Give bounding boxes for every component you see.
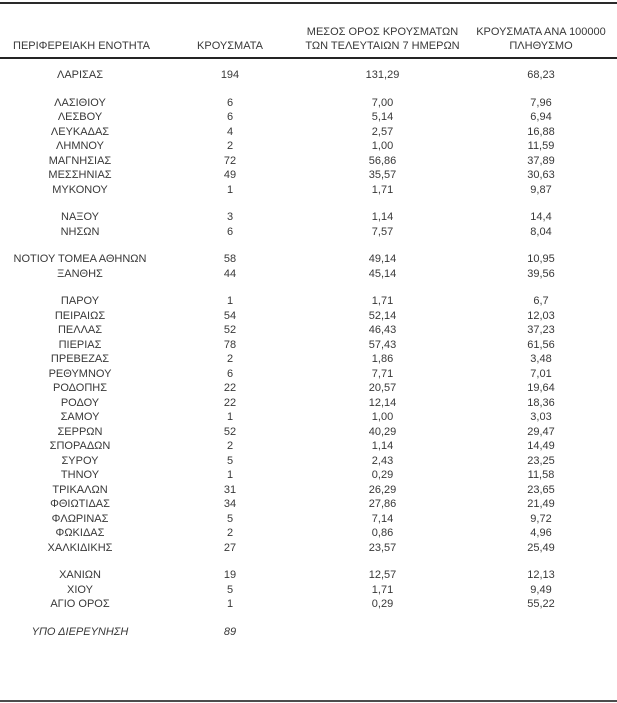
cell-per100k: 68,23 <box>527 69 555 81</box>
table-row <box>0 541 617 556</box>
table-row <box>0 583 617 598</box>
table-row <box>0 68 617 83</box>
table-row <box>0 367 617 382</box>
cell-avg7: 0,29 <box>371 598 394 610</box>
cell-avg7: 56,86 <box>368 154 397 167</box>
cell-avg7: 7,71 <box>371 367 394 380</box>
cell-per100k: 14,49 <box>527 440 555 452</box>
cell-avg7: 7,00 <box>371 96 394 109</box>
table-row <box>0 252 617 267</box>
cell-region: ΠΕΙΡΑΙΩΣ <box>54 309 106 322</box>
cell-region: ΤΡΙΚΑΛΩΝ <box>52 483 108 496</box>
cell-per100k: 39,56 <box>527 267 555 280</box>
spacer-row <box>0 58 617 68</box>
table-row <box>0 352 617 367</box>
cell-per100k: 3,03 <box>530 411 552 423</box>
cell-avg7: 1,14 <box>371 211 394 223</box>
cell-region: ΣΕΡΡΩΝ <box>57 425 103 438</box>
cell-region: ΝΗΣΩΝ <box>60 225 100 238</box>
cell-per100k: 23,65 <box>527 483 555 496</box>
cell-cases: 1 <box>226 598 234 610</box>
table-row <box>0 468 617 483</box>
table-row <box>0 225 617 240</box>
table-row <box>0 210 617 225</box>
spacer-cell <box>0 58 617 68</box>
header-per100k-line1: ΚΡΟΥΣΜΑΤΑ ΑΝΑ 100000 <box>476 26 606 38</box>
header-per100k <box>465 4 617 58</box>
cell-region: ΞΑΝΘΗΣ <box>57 267 103 280</box>
cell-cases: 2 <box>226 140 234 152</box>
cell-per100k <box>465 625 617 640</box>
cell-cases: 49 <box>223 169 237 181</box>
cell-cases: 22 <box>223 382 237 394</box>
cell-avg7: 0,29 <box>371 469 394 481</box>
cell-per100k: 6,94 <box>530 111 552 123</box>
cell-region: ΛΕΥΚΑΔΑΣ <box>50 125 110 138</box>
spacer-cell <box>0 281 617 294</box>
cell-per100k: 11,59 <box>527 140 555 152</box>
cell-cases: 89 <box>223 625 237 638</box>
spacer-cell <box>0 197 617 210</box>
cell-cases: 54 <box>223 309 237 322</box>
table-row <box>0 410 617 425</box>
cell-per100k: 7,01 <box>530 367 552 380</box>
cell-avg7: 12,57 <box>368 569 397 581</box>
table-row <box>0 338 617 353</box>
cell-cases: 5 <box>226 454 234 467</box>
cell-per100k: 30,63 <box>527 169 555 181</box>
table-row <box>0 294 617 309</box>
cell-per100k: 14,4 <box>530 211 552 223</box>
cell-avg7: 23,57 <box>368 541 397 554</box>
table-row <box>0 267 617 282</box>
cell-region: ΣΥΡΟΥ <box>61 454 99 467</box>
table-row <box>0 110 617 125</box>
spacer-row <box>0 197 617 210</box>
cell-region: ΤΗΝΟΥ <box>60 469 100 481</box>
header-region-label: ΠΕΡΙΦΕΡΕΙΑΚΗ ΕΝΟΤΗΤΑ <box>13 39 150 52</box>
cell-cases: 1 <box>226 183 234 196</box>
cell-region: ΜΕΣΣΗΝΙΑΣ <box>48 169 112 181</box>
cell-region: ΛΕΣΒΟΥ <box>57 111 103 123</box>
table-row <box>0 183 617 198</box>
cell-cases: 6 <box>226 96 234 109</box>
header-region <box>0 4 160 58</box>
table-row <box>0 323 617 338</box>
spacer-row <box>0 281 617 294</box>
header-cases-label: ΚΡΟΥΣΜΑΤΑ <box>197 39 263 52</box>
cell-region: ΧΑΝΙΩΝ <box>59 569 101 581</box>
cell-region: ΝΟΤΙΟΥ ΤΟΜΕΑ ΑΘΗΝΩΝ <box>13 253 147 265</box>
cell-avg7: 27,86 <box>368 498 397 510</box>
cell-per100k: 16,88 <box>527 125 555 138</box>
spacer-cell <box>0 612 617 625</box>
table-row <box>0 381 617 396</box>
cell-cases: 5 <box>226 583 234 596</box>
cell-avg7: 45,14 <box>368 267 397 280</box>
table-row <box>0 625 617 640</box>
table-row <box>0 425 617 440</box>
table-row <box>0 439 617 454</box>
cell-cases: 3 <box>226 211 234 223</box>
cell-avg7: 131,29 <box>365 69 400 81</box>
cell-avg7: 1,00 <box>371 140 394 152</box>
cell-cases: 22 <box>223 396 237 409</box>
cell-cases: 1 <box>226 469 234 481</box>
cell-per100k: 29,47 <box>527 425 555 438</box>
cell-region: ΠΙΕΡΙΑΣ <box>58 338 102 351</box>
cell-avg7 <box>300 625 465 640</box>
cell-cases: 194 <box>220 69 240 81</box>
cell-per100k: 11,58 <box>527 469 555 481</box>
cell-avg7: 0,86 <box>371 527 394 539</box>
table-row <box>0 309 617 324</box>
cell-cases: 1 <box>226 411 234 423</box>
cell-per100k: 9,49 <box>530 583 552 596</box>
cell-avg7: 1,71 <box>371 295 394 307</box>
header-avg7-line1: ΜΕΣΟΣ ΟΡΟΣ ΚΡΟΥΣΜΑΤΩΝ <box>306 26 459 38</box>
table-row <box>0 512 617 527</box>
cell-cases: 44 <box>223 267 237 280</box>
cell-per100k: 21,49 <box>527 498 555 510</box>
spacer-cell <box>0 239 617 252</box>
cell-per100k: 12,13 <box>527 569 555 581</box>
cell-per100k: 4,96 <box>530 527 552 539</box>
table-row <box>0 96 617 111</box>
table-row <box>0 139 617 154</box>
cell-avg7: 2,57 <box>371 125 394 138</box>
cell-avg7: 49,14 <box>368 253 397 265</box>
header-per100k-line2: ΠΛΗΘΥΣΜΟ <box>509 39 573 52</box>
cell-cases: 6 <box>226 367 234 380</box>
cell-per100k: 61,56 <box>527 338 555 351</box>
cell-per100k: 12,03 <box>527 309 555 322</box>
spacer-row <box>0 612 617 625</box>
cell-avg7: 35,57 <box>368 169 397 181</box>
cell-avg7: 12,14 <box>368 396 397 409</box>
cell-avg7: 7,14 <box>371 512 394 525</box>
cell-per100k: 3,48 <box>530 353 552 365</box>
header-row <box>0 4 617 58</box>
cell-cases: 5 <box>226 512 234 525</box>
cell-region: ΜΑΓΝΗΣΙΑΣ <box>48 154 112 167</box>
cell-avg7: 52,14 <box>368 309 397 322</box>
table-row <box>0 483 617 498</box>
cell-cases: 31 <box>223 483 237 496</box>
cell-per100k: 25,49 <box>527 541 555 554</box>
table-row <box>0 396 617 411</box>
cell-per100k: 37,23 <box>527 324 555 336</box>
cases-table-header <box>0 4 617 58</box>
cell-region: ΦΘΙΩΤΙΔΑΣ <box>50 498 110 510</box>
cell-cases: 6 <box>226 225 234 238</box>
header-cases <box>160 4 300 58</box>
table-row <box>0 125 617 140</box>
cell-region: ΦΩΚΙΔΑΣ <box>55 527 105 539</box>
bottom-rule <box>0 700 617 702</box>
cell-avg7: 26,29 <box>368 483 397 496</box>
cell-region: ΑΓΙΟ ΟΡΟΣ <box>50 598 110 610</box>
cell-cases: 78 <box>223 338 237 351</box>
cell-per100k: 7,96 <box>530 96 552 109</box>
cell-cases: 1 <box>226 295 234 307</box>
cell-region: ΝΑΞΟΥ <box>61 211 99 223</box>
cell-avg7: 5,14 <box>371 111 394 123</box>
spacer-row <box>0 83 617 96</box>
header-avg7 <box>300 4 465 58</box>
cell-region: ΠΑΡΟΥ <box>60 295 100 307</box>
cell-cases: 27 <box>223 541 237 554</box>
cell-cases: 6 <box>226 111 234 123</box>
cell-per100k: 18,36 <box>527 396 555 409</box>
cell-cases: 58 <box>223 253 237 265</box>
cell-avg7: 1,86 <box>371 353 394 365</box>
cell-avg7: 7,57 <box>371 225 394 238</box>
table-row <box>0 454 617 469</box>
cell-per100k: 6,7 <box>533 295 549 307</box>
header-avg7-line2: ΤΩΝ ΤΕΛΕΥΤΑΙΩΝ 7 ΗΜΕΡΩΝ <box>305 39 460 52</box>
spacer-cell <box>0 555 617 568</box>
cell-region: ΣΑΜΟΥ <box>60 411 100 423</box>
table-row <box>0 568 617 583</box>
cell-avg7: 1,14 <box>371 440 394 452</box>
cell-per100k: 9,72 <box>530 512 552 525</box>
cell-cases: 2 <box>226 527 234 539</box>
cell-cases: 52 <box>223 324 237 336</box>
cases-table <box>0 4 617 639</box>
spacer-row <box>0 555 617 568</box>
cell-per100k: 9,87 <box>530 183 552 196</box>
cell-cases: 34 <box>223 498 237 510</box>
cell-region: ΜΥΚΟΝΟΥ <box>52 183 108 196</box>
table-row <box>0 154 617 169</box>
cell-region: ΛΑΣΙΘΙΟΥ <box>54 96 106 109</box>
table-row <box>0 526 617 541</box>
table-row <box>0 168 617 183</box>
cases-table-body <box>0 58 617 639</box>
cell-region: ΛΗΜΝΟΥ <box>56 140 104 152</box>
cell-per100k: 37,89 <box>527 154 555 167</box>
cell-avg7: 1,00 <box>371 411 394 423</box>
cell-cases: 2 <box>226 353 234 365</box>
cell-per100k: 8,04 <box>530 225 552 238</box>
cell-cases: 19 <box>223 569 237 581</box>
table-row <box>0 597 617 612</box>
cell-region: ΠΕΛΛΑΣ <box>57 324 103 336</box>
cell-region: ΡΟΔΟΠΗΣ <box>52 382 108 394</box>
cell-per100k: 55,22 <box>527 598 555 610</box>
cell-region: ΡΟΔΟΥ <box>60 396 100 409</box>
cell-cases: 2 <box>226 440 234 452</box>
cell-region: ΥΠΟ ΔΙΕΡΕΥΝΗΣΗ <box>31 625 129 638</box>
cell-cases: 72 <box>223 154 237 167</box>
cell-avg7: 46,43 <box>368 324 397 336</box>
cell-per100k: 10,95 <box>527 253 555 265</box>
cell-region: ΠΡΕΒΕΖΑΣ <box>50 353 110 365</box>
cell-region: ΦΛΩΡΙΝΑΣ <box>51 512 109 525</box>
cell-cases: 4 <box>226 125 234 138</box>
cell-avg7: 1,71 <box>371 583 394 596</box>
cell-per100k: 23,25 <box>527 454 555 467</box>
cell-region: ΧΑΛΚΙΔΙΚΗΣ <box>47 541 113 554</box>
cell-avg7: 20,57 <box>368 382 397 394</box>
cell-region: ΡΕΘΥΜΝΟΥ <box>48 367 112 380</box>
cell-region: ΧΙΟΥ <box>67 583 93 596</box>
cell-region: ΛΑΡΙΣΑΣ <box>56 69 103 81</box>
table-row <box>0 497 617 512</box>
cell-avg7: 1,71 <box>371 183 394 196</box>
cell-avg7: 57,43 <box>368 338 397 351</box>
spacer-cell <box>0 83 617 96</box>
spacer-row <box>0 239 617 252</box>
cell-avg7: 40,29 <box>368 425 397 438</box>
cell-cases: 52 <box>223 425 237 438</box>
cell-avg7: 2,43 <box>371 454 394 467</box>
cell-region: ΣΠΟΡΑΔΩΝ <box>49 440 111 452</box>
cell-per100k: 19,64 <box>527 382 555 394</box>
